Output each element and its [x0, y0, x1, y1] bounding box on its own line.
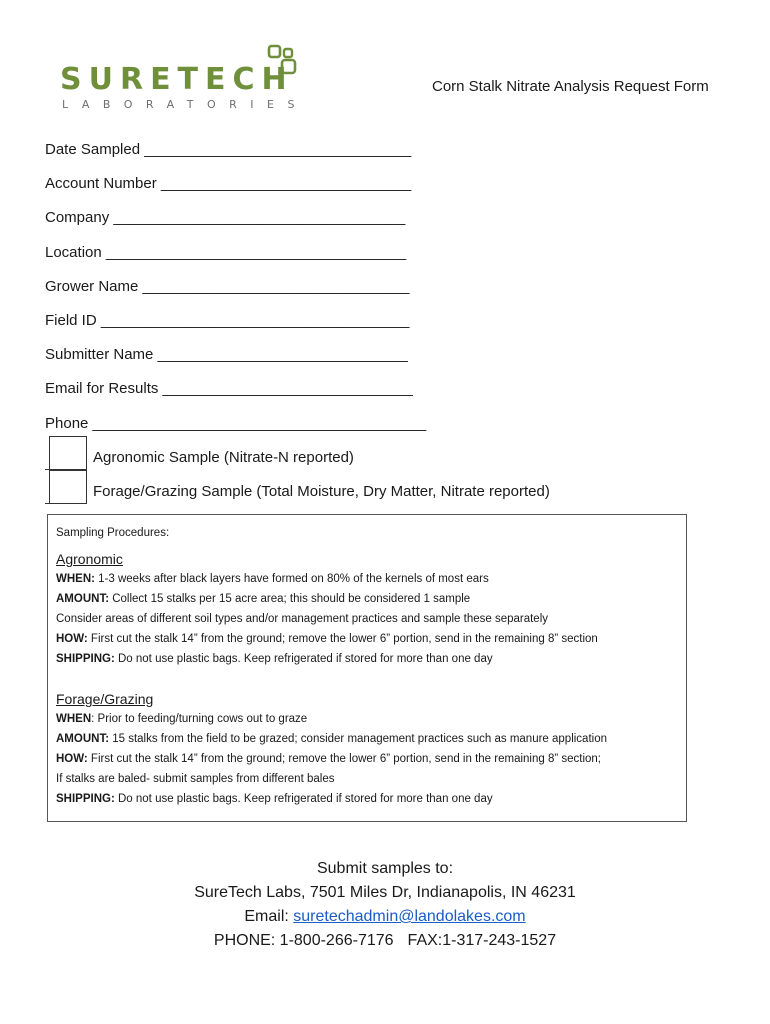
- checkbox-square[interactable]: [49, 470, 87, 504]
- forage-title: Forage/Grazing: [56, 691, 154, 707]
- agronomic-title: Agronomic: [56, 551, 123, 567]
- forage-amount: AMOUNT: 15 stalks from the field to be grazed; consider management practices such as manure application: [56, 733, 607, 745]
- phone-fax-line: [0, 929, 770, 953]
- sampling-procedures-box: [47, 514, 687, 822]
- suretech-logo: [60, 44, 310, 114]
- agronomic-shipping: SHIPPING: Do not use plastic bags. Keep refrigerated if stored for more than one day: [56, 653, 493, 665]
- field-email-for-results[interactable]: Email for Results ______________________________: [45, 380, 413, 398]
- agronomic-consider: Consider areas of different soil types and/or management practices and sample these separately: [56, 613, 549, 625]
- sample-type-checkboxes: [45, 446, 550, 514]
- lab-address: SureTech Labs, 7501 Miles Dr, Indianapolis, IN 46231: [194, 884, 576, 901]
- agronomic-how: HOW: First cut the stalk 14” from the ground; remove the lower 6” portion, send in the remaining 8” section: [56, 633, 598, 645]
- fax-number: FAX:1-317-243-1527: [407, 932, 557, 949]
- checkbox-agronomic[interactable]: [45, 446, 550, 480]
- field-date-sampled[interactable]: Date Sampled ________________________________: [45, 141, 412, 158]
- email-line: Email: suretechadmin@landolakes.com: [244, 908, 526, 925]
- forage-how: HOW: First cut the stalk 14” from the ground; remove the lower 6” portion, send in the remaining 8” section;: [56, 753, 602, 765]
- submit-info: [0, 857, 770, 953]
- field-grower-name[interactable]: Grower Name ________________________________: [45, 277, 410, 295]
- field-account-number[interactable]: Account Number ______________________________: [45, 175, 412, 193]
- phone-number: PHONE: 1-800-266-7176: [213, 932, 394, 949]
- field-location[interactable]: Location ____________________________________: [45, 243, 407, 261]
- checkbox-square[interactable]: [49, 436, 87, 470]
- logo-wordmark: SURETECH: [60, 62, 294, 97]
- logo-squares-icon: [266, 44, 306, 80]
- field-company[interactable]: Company ___________________________________: [45, 209, 406, 227]
- checkbox-label-agronomic: Agronomic Sample (Nitrate-N reported): [93, 449, 354, 466]
- agronomic-when: WHEN: 1-3 weeks after black layers have formed on 80% of the kernels of most ears: [56, 573, 489, 585]
- form-fields: [45, 141, 426, 449]
- procedures-heading: Sampling Procedures:: [56, 527, 170, 539]
- form-title: Corn Stalk Nitrate Analysis Request Form: [432, 78, 709, 95]
- agronomic-amount: AMOUNT: Collect 15 stalks per 15 acre area; this should be considered 1 sample: [56, 593, 471, 605]
- field-field-id[interactable]: Field ID _____________________________________: [45, 311, 410, 329]
- checkbox-label-forage: Forage/Grazing Sample (Total Moisture, Dry Matter, Nitrate reported): [93, 483, 550, 500]
- checkbox-forage[interactable]: [45, 480, 550, 514]
- forage-shipping: SHIPPING: Do not use plastic bags. Keep refrigerated if stored for more than one day: [56, 793, 493, 805]
- field-phone[interactable]: Phone ________________________________________: [45, 414, 427, 432]
- submit-heading: Submit samples to:: [316, 860, 454, 877]
- field-submitter-name[interactable]: Submitter Name ______________________________: [45, 346, 408, 364]
- forage-when: WHEN: Prior to feeding/turning cows out to graze: [56, 713, 308, 725]
- email-link[interactable]: suretechadmin@landolakes.com: [293, 908, 526, 925]
- logo-subtitle: LABORATORIES: [62, 98, 308, 111]
- forage-bales: If stalks are baled- submit samples from different bales: [56, 773, 335, 785]
